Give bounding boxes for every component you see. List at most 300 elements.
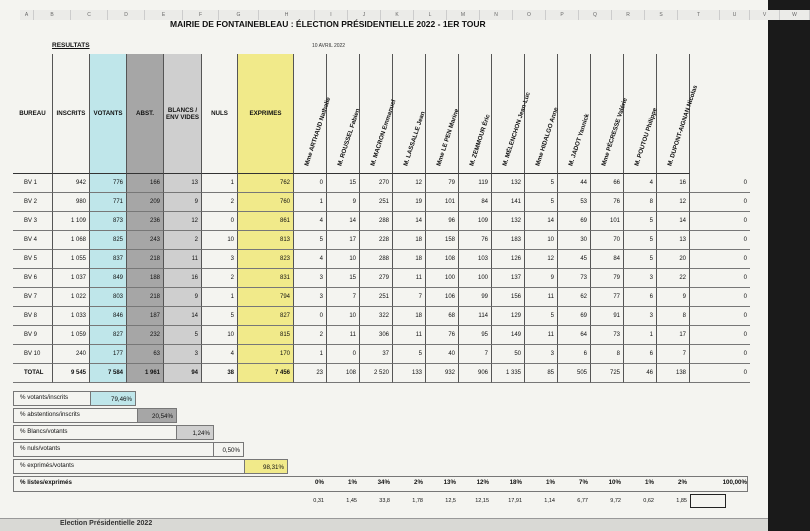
cell-blancs[interactable]: 9: [164, 193, 202, 212]
cell-candidate-votes[interactable]: 108: [426, 250, 459, 269]
cell-abst[interactable]: 218: [127, 250, 164, 269]
cell-candidate-votes[interactable]: 16: [657, 174, 690, 193]
candidate-name: Mme LE PEN Marine: [435, 107, 461, 167]
header-candidate: [525, 54, 558, 174]
ratio-value[interactable]: 98,31%: [244, 459, 288, 474]
cell-candidate-votes[interactable]: 149: [492, 326, 525, 345]
listes-pct[interactable]: 2%: [414, 479, 423, 486]
cell-votants[interactable]: 7 584: [90, 364, 127, 383]
cell-bureau[interactable]: BV 2: [13, 193, 53, 212]
cell-candidate-votes[interactable]: 18: [393, 231, 426, 250]
cell-candidate-votes[interactable]: 2 520: [360, 364, 393, 383]
cell-candidate-votes[interactable]: 132: [492, 212, 525, 231]
cell-candidate-votes[interactable]: 18: [393, 250, 426, 269]
ratio-box: [13, 425, 176, 440]
cell-candidate-votes[interactable]: 18: [393, 307, 426, 326]
cell-extra[interactable]: 0: [690, 326, 750, 345]
cell-nuls[interactable]: 4: [202, 345, 238, 364]
column-letter: H: [259, 10, 315, 20]
cell-nuls[interactable]: 0: [202, 212, 238, 231]
cell-blancs[interactable]: 3: [164, 345, 202, 364]
cell-candidate-votes[interactable]: 251: [360, 288, 393, 307]
cell-candidate-votes[interactable]: 0: [294, 174, 327, 193]
listes-pct[interactable]: 7%: [579, 479, 588, 486]
cell-candidate-votes[interactable]: 138: [657, 364, 690, 383]
cell-candidate-votes[interactable]: 7: [393, 288, 426, 307]
ratio-label: % votants/inscrits: [20, 394, 69, 401]
section-label: RESULTATS: [52, 42, 90, 49]
cell-nuls[interactable]: 2: [202, 193, 238, 212]
cell-bureau[interactable]: BV 9: [13, 326, 53, 345]
cell-candidate-votes[interactable]: 101: [426, 193, 459, 212]
cell-candidate-votes[interactable]: 11: [327, 326, 360, 345]
cell-abst[interactable]: 187: [127, 307, 164, 326]
cell-candidate-votes[interactable]: 0: [327, 345, 360, 364]
cell-candidate-votes[interactable]: 932: [426, 364, 459, 383]
cell-candidate-votes[interactable]: 137: [492, 269, 525, 288]
cell-exprimes[interactable]: 794: [238, 288, 294, 307]
cell-candidate-votes[interactable]: 1: [294, 345, 327, 364]
cell-candidate-votes[interactable]: 5: [525, 193, 558, 212]
cell-candidate-votes[interactable]: 85: [525, 364, 558, 383]
listes-label: % listes/exprimés: [20, 479, 72, 486]
cell-candidate-votes[interactable]: 96: [426, 212, 459, 231]
cell-candidate-votes[interactable]: 84: [459, 193, 492, 212]
cell-inscrits[interactable]: 1 037: [53, 269, 90, 288]
cell-inscrits[interactable]: 1 033: [53, 307, 90, 326]
cell-candidate-votes[interactable]: 3: [525, 345, 558, 364]
cell-candidate-votes[interactable]: 30: [558, 231, 591, 250]
cell-candidate-votes[interactable]: 64: [558, 326, 591, 345]
cell-blancs[interactable]: 2: [164, 231, 202, 250]
column-letter: G: [219, 10, 259, 20]
cell-bureau[interactable]: BV 7: [13, 288, 53, 307]
cell-extra[interactable]: 0: [690, 288, 750, 307]
cell-candidate-votes[interactable]: 6: [624, 288, 657, 307]
cell-candidate-votes[interactable]: 77: [591, 288, 624, 307]
cell-exprimes[interactable]: 760: [238, 193, 294, 212]
cell-bureau[interactable]: BV 4: [13, 231, 53, 250]
cell-blancs[interactable]: 13: [164, 174, 202, 193]
cell-candidate-votes[interactable]: 76: [591, 193, 624, 212]
cell-candidate-votes[interactable]: 158: [426, 231, 459, 250]
listes-pct[interactable]: 0%: [315, 479, 324, 486]
cell-blancs[interactable]: 12: [164, 212, 202, 231]
cell-candidate-votes[interactable]: 101: [591, 212, 624, 231]
cell-candidate-votes[interactable]: 22: [657, 269, 690, 288]
cell-candidate-votes[interactable]: 15: [327, 174, 360, 193]
cell-candidate-votes[interactable]: 37: [360, 345, 393, 364]
listes-decimal: 12,15: [475, 498, 489, 504]
cell-candidate-votes[interactable]: 10: [327, 250, 360, 269]
cell-votants[interactable]: 177: [90, 345, 127, 364]
cell-votants[interactable]: 803: [90, 288, 127, 307]
cell-candidate-votes[interactable]: 20: [657, 250, 690, 269]
listes-pct[interactable]: 2%: [678, 479, 687, 486]
sheet-tabs: [0, 518, 768, 531]
listes-pct[interactable]: 1%: [546, 479, 555, 486]
column-letter: F: [183, 10, 219, 20]
cell-candidate-votes[interactable]: 4: [294, 212, 327, 231]
listes-decimal: 17,91: [508, 498, 522, 504]
cell-candidate-votes[interactable]: 68: [426, 307, 459, 326]
cell-candidate-votes[interactable]: 9: [327, 193, 360, 212]
cell-blancs[interactable]: 9: [164, 288, 202, 307]
cell-candidate-votes[interactable]: 70: [591, 231, 624, 250]
listes-pct[interactable]: 13%: [443, 479, 456, 486]
candidate-name: M. POUTOU Philippe: [633, 107, 659, 167]
cell-candidate-votes[interactable]: 11: [393, 326, 426, 345]
column-letter: D: [108, 10, 145, 20]
cell-candidate-votes[interactable]: 103: [459, 250, 492, 269]
cell-candidate-votes[interactable]: 99: [459, 288, 492, 307]
tab-election[interactable]: Election Présidentielle 2022: [60, 520, 153, 527]
header-candidate: [492, 54, 532, 174]
cell-candidate-votes[interactable]: 288: [360, 212, 393, 231]
cell-nuls[interactable]: 1: [202, 174, 238, 193]
cell-candidate-votes[interactable]: 100: [426, 269, 459, 288]
candidate-name: Mme ARTHAUD Nathalie: [303, 96, 333, 167]
cell-nuls[interactable]: 10: [202, 326, 238, 345]
cell-candidate-votes[interactable]: 7: [459, 345, 492, 364]
cell-bureau[interactable]: BV 3: [13, 212, 53, 231]
cell-nuls[interactable]: 3: [202, 250, 238, 269]
cell-candidate-votes[interactable]: 10: [525, 231, 558, 250]
listes-decimal: 1,14: [544, 498, 555, 504]
listes-pct[interactable]: 1%: [348, 479, 357, 486]
cell-candidate-votes[interactable]: 288: [360, 250, 393, 269]
cell-bureau[interactable]: BV 1: [13, 174, 53, 193]
header-votants: VOTANTS: [90, 54, 127, 174]
cell-abst[interactable]: 236: [127, 212, 164, 231]
cell-bureau[interactable]: BV 10: [13, 345, 53, 364]
cell-votants[interactable]: 837: [90, 250, 127, 269]
column-letter: I: [315, 10, 348, 20]
cell-extra[interactable]: 0: [690, 212, 750, 231]
cell-votants[interactable]: 771: [90, 193, 127, 212]
header-candidate: [591, 54, 630, 174]
cell-extra[interactable]: 0: [690, 345, 750, 364]
cell-candidate-votes[interactable]: 17: [657, 326, 690, 345]
cell-blancs[interactable]: 5: [164, 326, 202, 345]
ratio-value[interactable]: 1,24%: [176, 425, 214, 440]
cell-candidate-votes[interactable]: 132: [492, 174, 525, 193]
cell-candidate-votes[interactable]: 12: [525, 250, 558, 269]
candidate-name: M. DUPONT-AIGNAN Nicolas: [666, 84, 700, 167]
cell-candidate-votes[interactable]: 11: [525, 288, 558, 307]
cell-votants[interactable]: 846: [90, 307, 127, 326]
cell-votants[interactable]: 827: [90, 326, 127, 345]
header-candidate: [459, 54, 492, 174]
cell-votants[interactable]: 825: [90, 231, 127, 250]
cell-candidate-votes[interactable]: 725: [591, 364, 624, 383]
listes-pct[interactable]: 18%: [509, 479, 522, 486]
cell-candidate-votes[interactable]: 114: [459, 307, 492, 326]
cell-candidate-votes[interactable]: 73: [591, 326, 624, 345]
cell-candidate-votes[interactable]: 5: [624, 231, 657, 250]
cell-candidate-votes[interactable]: 251: [360, 193, 393, 212]
cell-candidate-votes[interactable]: 69: [558, 212, 591, 231]
cell-bureau[interactable]: BV 8: [13, 307, 53, 326]
cell-abst[interactable]: 209: [127, 193, 164, 212]
cell-nuls[interactable]: 2: [202, 269, 238, 288]
listes-decimal: 9,72: [610, 498, 621, 504]
cell-candidate-votes[interactable]: 76: [426, 326, 459, 345]
ratio-value[interactable]: 20,54%: [137, 408, 177, 423]
cell-candidate-votes[interactable]: 8: [624, 193, 657, 212]
column-letter: T: [678, 10, 720, 20]
cell-candidate-votes[interactable]: 109: [459, 212, 492, 231]
cell-candidate-votes[interactable]: 14: [327, 212, 360, 231]
cell-candidate-votes[interactable]: 119: [459, 174, 492, 193]
cell-extra[interactable]: 0: [690, 174, 750, 193]
cell-abst[interactable]: 218: [127, 288, 164, 307]
cell-nuls[interactable]: 1: [202, 288, 238, 307]
cell-blancs[interactable]: 94: [164, 364, 202, 383]
candidate-name: Mme HIDALGO Anne: [534, 106, 560, 167]
cell-candidate-votes[interactable]: 133: [393, 364, 426, 383]
selected-cell[interactable]: [690, 494, 726, 508]
cell-extra[interactable]: 0: [690, 269, 750, 288]
cell-candidate-votes[interactable]: 12: [393, 174, 426, 193]
header-candidate: [657, 54, 700, 174]
cell-candidate-votes[interactable]: 228: [360, 231, 393, 250]
cell-candidate-votes[interactable]: 9: [525, 269, 558, 288]
header-abst: ABST.: [127, 54, 164, 174]
listes-pct[interactable]: 1%: [645, 479, 654, 486]
cell-candidate-votes[interactable]: 0: [294, 307, 327, 326]
cell-candidate-votes[interactable]: 11: [525, 326, 558, 345]
cell-candidate-votes[interactable]: 7: [657, 345, 690, 364]
listes-pct[interactable]: 10%: [608, 479, 621, 486]
header-nuls: NULS: [202, 54, 238, 174]
cell-extra[interactable]: 0: [690, 193, 750, 212]
cell-exprimes[interactable]: 823: [238, 250, 294, 269]
cell-candidate-votes[interactable]: 79: [426, 174, 459, 193]
cell-bureau[interactable]: TOTAL: [13, 364, 53, 383]
cell-candidate-votes[interactable]: 3: [624, 269, 657, 288]
cell-inscrits[interactable]: 1 109: [53, 212, 90, 231]
cell-candidate-votes[interactable]: 270: [360, 174, 393, 193]
cell-candidate-votes[interactable]: 84: [591, 250, 624, 269]
header-bureau: BUREAU: [13, 54, 53, 174]
ratio-box: [13, 459, 244, 474]
cell-candidate-votes[interactable]: 141: [492, 193, 525, 212]
cell-candidate-votes[interactable]: 1: [624, 326, 657, 345]
header-candidate: [360, 54, 398, 174]
cell-candidate-votes[interactable]: 3: [294, 269, 327, 288]
cell-candidate-votes[interactable]: 23: [294, 364, 327, 383]
column-letter: C: [71, 10, 108, 20]
candidate-name: M. LASSALLE Jean: [402, 110, 427, 167]
cell-candidate-votes[interactable]: 5: [624, 212, 657, 231]
cell-candidate-votes[interactable]: 15: [327, 269, 360, 288]
column-letter: N: [480, 10, 513, 20]
cell-candidate-votes[interactable]: 5: [393, 345, 426, 364]
cell-blancs[interactable]: 16: [164, 269, 202, 288]
cell-candidate-votes[interactable]: 279: [360, 269, 393, 288]
cell-blancs[interactable]: 14: [164, 307, 202, 326]
cell-abst[interactable]: 188: [127, 269, 164, 288]
column-letter: Q: [579, 10, 612, 20]
cell-exprimes[interactable]: 762: [238, 174, 294, 193]
cell-candidate-votes[interactable]: 19: [393, 193, 426, 212]
cell-candidate-votes[interactable]: 12: [657, 193, 690, 212]
cell-inscrits[interactable]: 1 068: [53, 231, 90, 250]
candidate-name: Mme PÉCRESSE Valérie: [600, 97, 630, 167]
cell-extra[interactable]: 0: [690, 364, 750, 383]
header-exprimes: EXPRIMES: [238, 54, 294, 174]
cell-candidate-votes[interactable]: 129: [492, 307, 525, 326]
cell-candidate-votes[interactable]: 505: [558, 364, 591, 383]
cell-nuls[interactable]: 5: [202, 307, 238, 326]
cell-bureau[interactable]: BV 5: [13, 250, 53, 269]
cell-candidate-votes[interactable]: 1: [294, 193, 327, 212]
sheet-title: MAIRIE DE FONTAINEBLEAU : ÉLECTION PRÉSIDENTIELLE 2022 - 1ER TOUR: [170, 19, 486, 29]
column-letter: R: [612, 10, 645, 20]
cell-candidate-votes[interactable]: 322: [360, 307, 393, 326]
listes-pct[interactable]: 12%: [476, 479, 489, 486]
header-candidate: [393, 54, 426, 174]
cell-exprimes[interactable]: 815: [238, 326, 294, 345]
cell-abst[interactable]: 243: [127, 231, 164, 250]
cell-inscrits[interactable]: 1 059: [53, 326, 90, 345]
header-candidate: [327, 54, 360, 174]
listes-decimal: 6,77: [577, 498, 588, 504]
column-letter: A: [20, 10, 34, 20]
cell-candidate-votes[interactable]: 906: [459, 364, 492, 383]
cell-candidate-votes[interactable]: 44: [558, 174, 591, 193]
cell-abst[interactable]: 166: [127, 174, 164, 193]
ratio-label: % Blancs/votants: [20, 428, 68, 435]
cell-candidate-votes[interactable]: 306: [360, 326, 393, 345]
cell-exprimes[interactable]: 827: [238, 307, 294, 326]
cell-inscrits[interactable]: 1 022: [53, 288, 90, 307]
candidate-name: M. MACRON Emmanuel: [369, 98, 398, 167]
cell-extra[interactable]: 0: [690, 307, 750, 326]
cell-candidate-votes[interactable]: 7: [327, 288, 360, 307]
cell-candidate-votes[interactable]: 108: [327, 364, 360, 383]
cell-inscrits[interactable]: 240: [53, 345, 90, 364]
cell-candidate-votes[interactable]: 5: [624, 250, 657, 269]
ratio-value[interactable]: 0,50%: [213, 442, 244, 457]
cell-candidate-votes[interactable]: 183: [492, 231, 525, 250]
cell-inscrits[interactable]: 1 055: [53, 250, 90, 269]
cell-candidate-votes[interactable]: 91: [591, 307, 624, 326]
cell-candidate-votes[interactable]: 6: [624, 345, 657, 364]
cell-candidate-votes[interactable]: 2: [294, 326, 327, 345]
candidate-name: M. ROUSSEL Fabien: [336, 107, 362, 167]
cell-votants[interactable]: 873: [90, 212, 127, 231]
cell-candidate-votes[interactable]: 66: [591, 174, 624, 193]
cell-candidate-votes[interactable]: 100: [459, 269, 492, 288]
cell-votants[interactable]: 776: [90, 174, 127, 193]
ratio-value[interactable]: 79,46%: [90, 391, 136, 406]
cell-exprimes[interactable]: 861: [238, 212, 294, 231]
ratio-box: [13, 408, 137, 423]
cell-candidate-votes[interactable]: 40: [426, 345, 459, 364]
cell-inscrits[interactable]: 9 545: [53, 364, 90, 383]
cell-candidate-votes[interactable]: 50: [492, 345, 525, 364]
column-letter: S: [645, 10, 678, 20]
cell-candidate-votes[interactable]: 3: [294, 288, 327, 307]
listes-decimal: 1,85: [676, 498, 687, 504]
ratio-box: [13, 442, 213, 457]
cell-nuls[interactable]: 10: [202, 231, 238, 250]
listes-decimal: 1,45: [346, 498, 357, 504]
cell-candidate-votes[interactable]: 8: [657, 307, 690, 326]
cell-candidate-votes[interactable]: 106: [426, 288, 459, 307]
cell-candidate-votes[interactable]: 45: [558, 250, 591, 269]
cell-abst[interactable]: 232: [127, 326, 164, 345]
cell-candidate-votes[interactable]: 1 335: [492, 364, 525, 383]
cell-candidate-votes[interactable]: 17: [327, 231, 360, 250]
header-inscrits: INSCRITS: [53, 54, 90, 174]
cell-extra[interactable]: 0: [690, 231, 750, 250]
cell-extra[interactable]: 0: [690, 250, 750, 269]
cell-candidate-votes[interactable]: 13: [657, 231, 690, 250]
cell-candidate-votes[interactable]: 10: [327, 307, 360, 326]
header-blancs: BLANCS / ENV VIDES: [164, 54, 202, 174]
listes-pct[interactable]: 34%: [377, 479, 390, 486]
cell-abst[interactable]: 1 961: [127, 364, 164, 383]
cell-candidate-votes[interactable]: 156: [492, 288, 525, 307]
cell-candidate-votes[interactable]: 6: [558, 345, 591, 364]
cell-candidate-votes[interactable]: 53: [558, 193, 591, 212]
cell-candidate-votes[interactable]: 4: [294, 250, 327, 269]
cell-candidate-votes[interactable]: 8: [591, 345, 624, 364]
cell-candidate-votes[interactable]: 5: [294, 231, 327, 250]
listes-decimal: 33,8: [379, 498, 390, 504]
column-letter: B: [34, 10, 71, 20]
cell-votants[interactable]: 849: [90, 269, 127, 288]
cell-inscrits[interactable]: 942: [53, 174, 90, 193]
cell-candidate-votes[interactable]: 14: [525, 212, 558, 231]
header-candidate: [426, 54, 459, 174]
ratio-label: % nuls/votants: [20, 445, 61, 452]
cell-candidate-votes[interactable]: 11: [393, 269, 426, 288]
cell-exprimes[interactable]: 7 456: [238, 364, 294, 383]
cell-candidate-votes[interactable]: 3: [624, 307, 657, 326]
cell-candidate-votes[interactable]: 69: [558, 307, 591, 326]
cell-inscrits[interactable]: 980: [53, 193, 90, 212]
cell-exprimes[interactable]: 170: [238, 345, 294, 364]
header-candidate: [294, 54, 333, 174]
cell-candidate-votes[interactable]: 14: [657, 212, 690, 231]
cell-candidate-votes[interactable]: 5: [525, 307, 558, 326]
cell-nuls[interactable]: 38: [202, 364, 238, 383]
cell-exprimes[interactable]: 831: [238, 269, 294, 288]
column-letter: V: [750, 10, 780, 20]
cell-candidate-votes[interactable]: 14: [393, 212, 426, 231]
cell-candidate-votes[interactable]: 73: [558, 269, 591, 288]
cell-candidate-votes[interactable]: 79: [591, 269, 624, 288]
cell-blancs[interactable]: 11: [164, 250, 202, 269]
cell-candidate-votes[interactable]: 62: [558, 288, 591, 307]
cell-candidate-votes[interactable]: 5: [525, 174, 558, 193]
cell-candidate-votes[interactable]: 76: [459, 231, 492, 250]
cell-candidate-votes[interactable]: 46: [624, 364, 657, 383]
cell-candidate-votes[interactable]: 9: [657, 288, 690, 307]
cell-candidate-votes[interactable]: 4: [624, 174, 657, 193]
column-letter: W: [780, 10, 810, 20]
listes-total[interactable]: 100,00%: [722, 479, 747, 486]
cell-candidate-votes[interactable]: 126: [492, 250, 525, 269]
cell-exprimes[interactable]: 813: [238, 231, 294, 250]
cell-abst[interactable]: 63: [127, 345, 164, 364]
cell-candidate-votes[interactable]: 95: [459, 326, 492, 345]
cell-bureau[interactable]: BV 6: [13, 269, 53, 288]
